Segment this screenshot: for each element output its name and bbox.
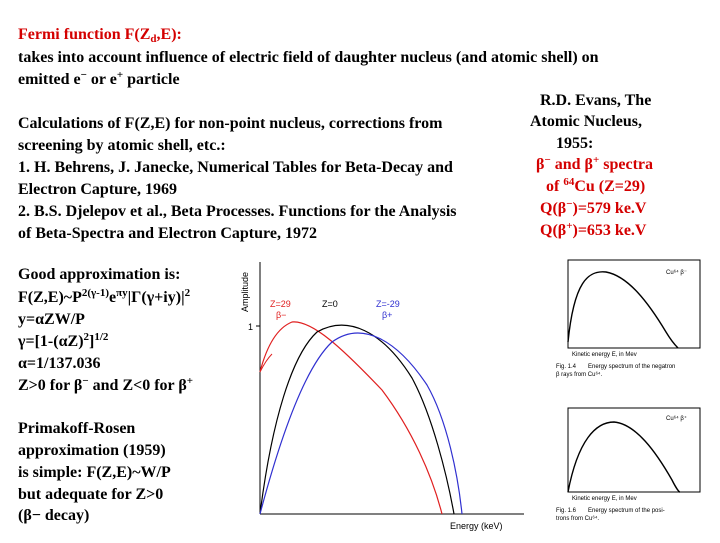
- reference-line: Q(β−)=579 ke.V: [540, 198, 647, 217]
- approx-line: $\gamma=[1-(\alpha Z)^2]^{1/2}$: [18, 331, 109, 350]
- reference-line: β− and β+ spectra: [536, 154, 653, 173]
- fermi-function-plot: [232, 250, 532, 532]
- scan-negatron-spectrum: [548, 252, 708, 390]
- reference-line: R.D. Evans, The: [540, 92, 652, 109]
- intro-line-2: emitted e− or e+ particle: [18, 69, 180, 88]
- calc-line: of Beta-Spectra and Electron Capture, 1972: [18, 225, 317, 242]
- approx-line: Z>0 for β− and Z<0 for β+: [18, 375, 194, 394]
- label-z29: Z=29: [270, 299, 291, 309]
- scan-caption: Energy spectrum of the negatron: [588, 364, 676, 370]
- x-axis-label: Energy (keV): [450, 521, 503, 531]
- primakoff-line: approximation (1959): [18, 442, 166, 459]
- scan-positron-spectrum: [548, 400, 708, 538]
- scan-caption: Energy spectrum of the posi-: [588, 508, 665, 514]
- calc-line: Electron Capture, 1969: [18, 181, 177, 198]
- approx-line: Good approximation is:: [18, 266, 181, 283]
- calc-line: 1. H. Behrens, J. Janecke, Numerical Tables for Beta-Decay and: [18, 159, 453, 176]
- page-title: Fermi function $F(Z_d,E)$:: [18, 26, 182, 45]
- approx-line: α=1/137.036: [18, 355, 101, 372]
- approx-line: y=αZW/P: [18, 311, 85, 328]
- y-axis-label: Amplitude: [240, 271, 250, 312]
- y-tick-label: 1: [248, 322, 254, 332]
- intro-line-1: takes into account influence of electric field of daughter nucleus (and atomic shell) on: [18, 49, 599, 66]
- scan-caption: Fig. 1.6: [556, 508, 577, 514]
- positron-spectrum-curve: [568, 422, 680, 492]
- scan-caption: trons from Cu⁶⁴.: [556, 516, 600, 522]
- curve-z29-rise: [260, 354, 272, 372]
- negatron-spectrum-curve: [568, 272, 678, 348]
- primakoff-line: is simple: F(Z,E)~W/P: [18, 464, 171, 481]
- scan-xlabel: Kinetic energy E, in Mev: [572, 352, 637, 358]
- calc-line: 2. B.S. Djelepov et al., Beta Processes. Functions for the Analysis: [18, 203, 457, 220]
- label-beta-minus: β−: [276, 310, 287, 320]
- primakoff-line: Primakoff-Rosen: [18, 420, 136, 437]
- scan-xlabel: Kinetic energy E, in Mev: [572, 496, 637, 502]
- scan-legend: Cu⁶⁴ β⁻: [666, 270, 688, 276]
- scan-caption: β rays from Cu⁶⁴.: [556, 372, 603, 378]
- calc-line: screening by atomic shell, etc.:: [18, 137, 226, 154]
- curve-z29: [260, 322, 442, 514]
- label-z0: Z=0: [322, 299, 338, 309]
- reference-line: 1955:: [556, 135, 594, 152]
- approx-formula: $F(Z,E)\sim P^{2(\gamma-1)}e^{\pi y}|\Gamma(\gamma+iy)|^2$: [18, 287, 191, 306]
- calc-line: Calculations of F(Z,E) for non-point nucleus, corrections from: [18, 115, 443, 132]
- reference-line: Q(β+)=653 ke.V: [540, 220, 647, 239]
- label-zm29: Z=-29: [376, 299, 400, 309]
- reference-line: of $^{64}$Cu (Z=29): [546, 176, 646, 195]
- primakoff-line: (β− decay): [18, 507, 90, 524]
- label-beta-plus: β+: [382, 310, 393, 320]
- primakoff-line: but adequate for Z>0: [18, 486, 164, 503]
- reference-line: Atomic Nucleus,: [530, 113, 642, 130]
- scan-legend: Cu⁶⁴ β⁺: [666, 416, 688, 422]
- scan-caption: Fig. 1.4: [556, 364, 577, 370]
